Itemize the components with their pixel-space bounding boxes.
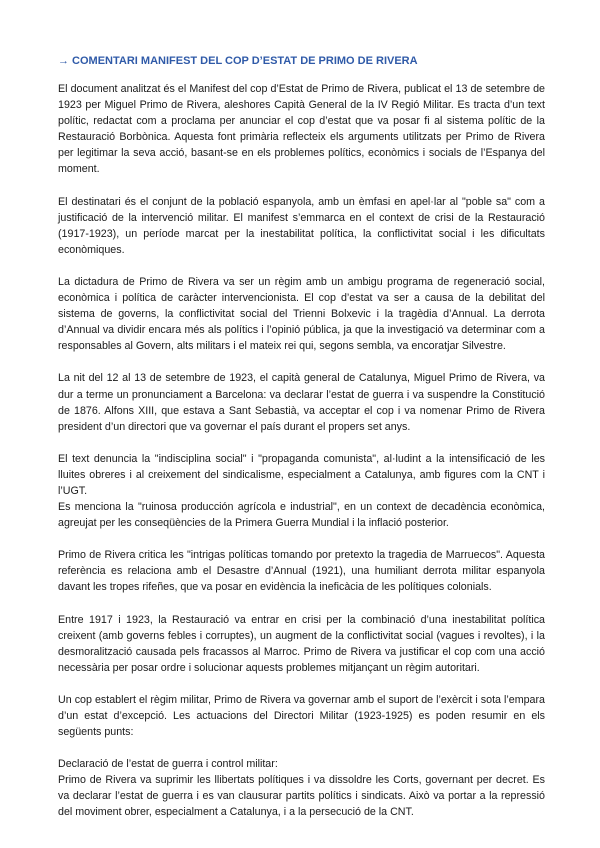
paragraph-dictatorship: La dictadura de Primo de Rivera va ser un règim amb un ambigu programa de regeneració social, econòmica i política de caràcter intervencionista. El cop d’estat va ser a causa de la debilitat del sistema de governs, la conflictivitat social del Trienni Bolxevic i la tragèdia d’Annual. La derrota d’Annual va dividir encara més als polítics i l’opinió pública, ja que la investigació va determinar com a responsables al Govern, alts militars i el mateix rei qui, segons sembla, va encoratjar Silvestre. bbox=[58, 275, 545, 353]
state-of-war-heading: Declaració de l’estat de guerra i control militar: bbox=[58, 758, 278, 771]
state-of-war-body: Primo de Rivera va suprimir les llibertats polítiques i va dissoldre les Corts, governant per decret. Es va declarar l’estat de guerra i es van clausurar partits polítics i sindicats. Això va portar a la repressió del moviment obrer, especialment a Catalunya, i a la persecució de la CNT. bbox=[58, 774, 545, 819]
paragraph-social-economic bbox=[58, 451, 545, 531]
paragraph-coup-night: La nit del 12 al 13 de setembre de 1923, el capità general de Catalunya, Miguel Primo de Rivera, va dur a terme un pronunciament a Barcelona: va declarar l’estat de guerra i va suspendre la Constitució de 1876. Alfons XIII, que estava a Sant Sebastià, va acceptar el cop i va nomenar Primo de Rivera president d’un directori que va governar el país durant el propers set anys. bbox=[58, 372, 545, 433]
paragraph-economic-decline: Es menciona la "ruinosa producción agrícola e industrial", en un context de decadència econòmica, agreujat per les conseqüències de la Primera Guerra Mundial i la inflació posterior. bbox=[58, 501, 545, 530]
document-title: → COMENTARI MANIFEST DEL COP D’ESTAT DE PRIMO DE RIVERA bbox=[58, 55, 418, 67]
paragraph-morocco: Primo de Rivera critica les "intrigas políticas tomando por pretexto la tragedia de Marruecos". Aquesta referència es relaciona amb el Desastre d’Annual (1921), una humiliant derrota militar espanyola davant les tropes rifeñes, que va posar en evidència la ineficàcia de les polítiques colonials. bbox=[58, 549, 545, 594]
paragraph-social-indiscipline: El text denuncia la "indisciplina social" i "propaganda comunista", al·ludint a la intensificació de les lluites obreres i al creixement del sindicalisme, especialment a Catalunya, amb figures com la CNT i l’UGT. bbox=[58, 452, 545, 497]
paragraph-restoration-crisis: Entre 1917 i 1923, la Restauració va entrar en crisi per la combinació d’una inestabilitat política creixent (amb governs febles i corruptes), un augment de la conflictivitat social (vagues i revoltes), i la desmoralització causada pels fracassos al Marroc. Primo de Rivera va justificar el cop com una acció necessària per posar ordre i solucionar aquests problemes mitjançant un règim autoritari. bbox=[58, 613, 545, 674]
paragraph-state-of-war bbox=[58, 756, 545, 820]
paragraph-introduction: El document analitzat és el Manifest del cop d’Estat de Primo de Rivera, publicat el 13 de setembre de 1923 per Miguel Primo de Rivera, aleshores Capità General de la IV Regió Militar. Es tracta d’un text polític, redactat com a proclama per anunciar el cop d’estat que va posar fi al sistema polític de la Restauració Borbònica. Aquesta font primària reflecteix els arguments utilitzats per Primo de Rivera per legitimar la seva acció, basant-se en els problemes polítics, econòmics i socials de l’Espanya del moment. bbox=[58, 83, 545, 176]
paragraph-military-directory: Un cop establert el règim militar, Primo de Rivera va governar amb el suport de l’exèrcit i sota l’empara d’un estat d’excepció. Les actuacions del Directori Militar (1923-1925) es poden resumir en els següents punts: bbox=[58, 693, 545, 739]
paragraph-recipient-context: El destinatari és el conjunt de la població espanyola, amb un èmfasi en apel·lar al "poble sa" com a justificació de la intervenció militar. El manifest s’emmarca en el context de crisi de la Restauració (1917-1923), un període marcat per la inestabilitat política, la conflictivitat social i les dificultats econòmiques. bbox=[58, 195, 545, 256]
